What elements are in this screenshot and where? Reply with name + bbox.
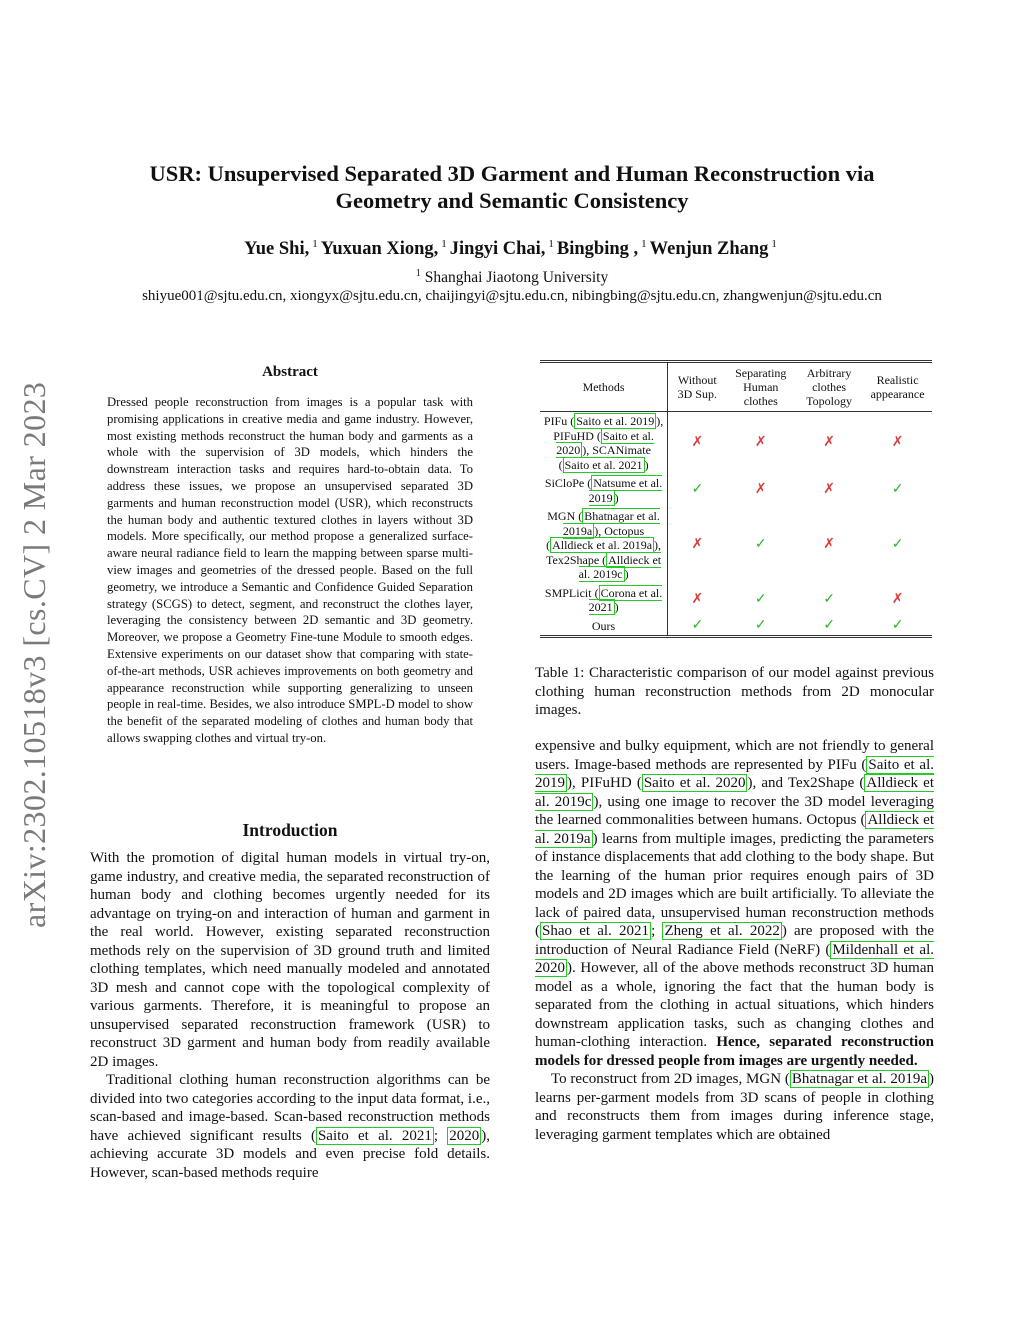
affiliation-name: Shanghai Jiaotong University — [424, 269, 609, 287]
cross-icon: ✗ — [891, 591, 904, 607]
abstract-heading: Abstract — [262, 364, 318, 380]
title-line-1: USR: Unsupervised Separated 3D Garment and Human Reconstruction via — [149, 161, 875, 186]
cross-icon: ✗ — [754, 434, 767, 450]
author-name: Wenjun Zhang — [649, 239, 769, 260]
method-name: ) — [614, 490, 619, 505]
body-text: ). However, all of the above methods reconstruct 3D human model as a whole, ignoring the fact that the human body is separated from the clothing in actual situations, which hinders downstream application tasks, such as changing clothes and human-clothing interaction. — [535, 960, 934, 1050]
right-column-body — [535, 737, 934, 1144]
citation-link[interactable]: Alldieck et al. 2019a — [535, 812, 934, 847]
body-paragraph-1 — [535, 737, 934, 1070]
emphasis-text: Hence, separated reconstruction models for dressed people from images are urgently needed. — [535, 1034, 935, 1069]
method-name: ) — [644, 457, 649, 472]
cross-icon: ✗ — [691, 591, 704, 607]
checkmark-icon: ✓ — [691, 617, 704, 633]
checkmark-icon: ✓ — [823, 617, 835, 633]
method-name: SMPLicit ( — [544, 585, 599, 600]
table-row — [540, 412, 932, 475]
author-list — [60, 238, 964, 260]
author-name: Yuxuan Xiong, — [320, 239, 439, 260]
header-methods: Methods — [540, 362, 668, 412]
method-name: ), PIFuHD ( — [553, 414, 664, 443]
title-line-2: Geometry and Semantic Consistency — [335, 188, 689, 213]
author-emails: shiyue001@sjtu.edu.cn, xiongyx@sjtu.edu.cn, chaijingyi@sjtu.edu.cn, nibingbing@sjtu.edu.cn, zhangwenjun@sjtu.edu.cn — [142, 288, 882, 304]
method-name: SiCloPe ( — [544, 476, 592, 490]
checkmark-icon: ✓ — [691, 482, 704, 498]
cross-icon: ✗ — [754, 482, 767, 498]
table-caption: Table 1: Characteristic comparison of our model against previous clothing human reconstruction methods from 2D monocular images. — [535, 665, 934, 718]
method-cell — [540, 584, 668, 617]
arxiv-identifier: arXiv:2302.10518v3 [cs.CV] 2 Mar 2023 — [16, 381, 52, 928]
citation-link[interactable]: Saito et al. 2019 — [535, 756, 934, 791]
citation-link[interactable]: 2020 — [449, 1127, 480, 1144]
method-name: ) — [614, 600, 619, 614]
citation-link[interactable]: Zheng et al. 2022 — [664, 923, 780, 939]
body-text: ), using one image to recover the 3D model leveraging the learned commonalities between humans. Octopus ( — [535, 793, 934, 828]
citation-link[interactable]: Alldieck et al. 2019c — [578, 552, 662, 581]
citation-link[interactable]: Alldieck et al. 2019c — [535, 775, 934, 810]
comparison-table — [540, 360, 932, 638]
checkmark-icon: ✓ — [754, 537, 767, 552]
cross-icon: ✗ — [823, 434, 835, 450]
body-text: To reconstruct from 2D images, MGN ( — [551, 1071, 790, 1087]
method-name: Ours — [591, 618, 616, 633]
affiliation — [60, 268, 964, 287]
checkmark-icon: ✓ — [754, 617, 767, 633]
body-text: expensive and bulky equipment, which are not friendly to general users. Image-based methods are represented by PIFu ( — [535, 738, 934, 773]
citation-link[interactable]: Bhatnagar et al. 2019a — [562, 509, 660, 538]
citation-link[interactable]: Mildenhall et al. 2020 — [535, 941, 934, 976]
citation-link[interactable]: Saito et al. 2019 — [576, 414, 655, 428]
author-affiliation-mark: 1 — [441, 238, 447, 250]
table-header-row — [540, 362, 932, 412]
method-cell — [540, 412, 668, 475]
checkmark-icon: ✓ — [891, 617, 904, 633]
table-row — [540, 584, 932, 617]
citation-link[interactable]: Corona et al. 2021 — [588, 585, 663, 614]
method-name: MGN ( — [547, 509, 583, 523]
header-without-3d-sup: Without 3D Sup. — [677, 373, 717, 401]
method-cell — [540, 507, 668, 584]
table-row — [540, 617, 932, 637]
method-name: ), Tex2Shape ( — [546, 538, 662, 567]
citation-link[interactable]: Alldieck et al. 2019a — [552, 538, 653, 552]
author-affiliation-mark: 1 — [641, 238, 647, 250]
table-row — [540, 507, 932, 584]
method-name: ), Octopus ( — [546, 523, 645, 552]
body-paragraph-2 — [535, 1070, 934, 1144]
introduction-heading: Introduction — [242, 820, 338, 840]
author-name: Yue Shi, — [244, 239, 310, 260]
citation-link[interactable]: Saito et al. 2020 — [556, 428, 654, 457]
introduction-body — [90, 849, 490, 1182]
table-row — [540, 474, 932, 507]
cross-icon: ✗ — [691, 537, 704, 552]
introduction-paragraph-2: Traditional clothing human reconstruction algorithms can be divided into two categories according to the input data format, i.e., scan-based and image-based. Scan-based reconstruction methods have achieved significant results ( Saito et al. 2021 ; 2020 ), achieving accurate 3D models and even precise fold details. However, scan-based methods require — [90, 1072, 490, 1181]
cross-icon: ✗ — [823, 482, 835, 498]
body-text: ) learns from multiple images, predicting the parameters of instance displacements that add clothing to the body shape. But the learning of the human prior requires enough pairs of 3D models and 2D images which are built artificially. To alleviate the lack of paired data, unsupervised human reconstruction methods ( — [535, 830, 934, 939]
citation-link[interactable]: Natsume et al. 2019 — [588, 476, 663, 505]
cross-icon: ✗ — [891, 434, 904, 450]
checkmark-icon: ✓ — [891, 537, 904, 552]
introduction-paragraph-1: With the promotion of digital human models in virtual try-on, game industry, and creative media, the separated reconstruction of human body and clothing becomes urgently needed for its advantage on trying-on and interaction of human and garment in the real world. However, existing separated reconstruction methods rely on the supervision of 3D ground truth and limited clothing templates, which need manually modeled and annotated 3D mesh and cannot cope with the topological complexity of various garments. Therefore, it is meaningful to propose an unsupervised separated reconstruction framework (USR) to reconstruct 3D garment and human body from readily available 2D images. — [90, 850, 490, 1070]
author-name: Jingyi Chai, — [449, 239, 546, 260]
author-affiliation-mark: 1 — [312, 238, 318, 250]
body-text: ) learns per-garment models from 3D scans of people in clothing and reconstructs them from images during inference stage, leveraging garment templates which are obtained — [535, 1071, 934, 1143]
author-affiliation-mark: 1 — [548, 238, 554, 250]
citation-link[interactable]: Shao et al. 2021 — [542, 923, 650, 939]
method-name: ) — [624, 567, 629, 581]
body-text: ), PIFuHD ( — [567, 775, 642, 791]
method-name: PIFu ( — [543, 414, 575, 428]
body-text: ; — [651, 923, 663, 939]
affiliation-mark: 1 — [415, 268, 421, 279]
citation-link[interactable]: Saito et al. 2021 — [564, 457, 643, 472]
method-name: ), SCANimate ( — [558, 443, 651, 472]
author-affiliation-mark: 1 — [771, 238, 777, 250]
cross-icon: ✗ — [823, 537, 835, 552]
abstract-body: Dressed people reconstruction from images is a popular task with promising applications in creative media and game industry. However, most existing methods reconstruct the human body and garments as a whole with the supervision of 3D models, which hinders the downstream interaction tasks and requires hard-to-obtain data. To address these issues, we propose an unsupervised separated 3D garments and human reconstruction model (USR), which reconstructs the human body and authentic textured clothes in layers without 3D models. More specifically, our method propose a generalized surface-aware neural radiance field to learn the mapping between sparse multi-view images and geometries of the dressed people. Based on the full geometry, we introduce a Semantic and Confidence Guided Separation strategy (SCGS) to detect, segment, and reconstruct the clothes layer, leveraging the consistency between 2D semantic and 3D geometry. Moreover, we propose a Geometry Fine-tune Module to smooth edges. Extensive experiments on our dataset show that comparing with state-of-the-art methods, USR achieves improvements on both geometry and appearance reconstruction while supporting generalizing to unseen people in real-time. Besides, we also introduce SMPL-D model to show the benefit of the separated modeling of clothes and human body that allows swapping clothes and virtual try-on. — [107, 395, 473, 745]
author-name: Bingbing , — [556, 239, 639, 260]
checkmark-icon: ✓ — [754, 591, 767, 607]
citation-link[interactable]: Bhatnagar et al. 2019a — [791, 1071, 927, 1087]
method-cell — [540, 474, 668, 507]
header-arbitrary-topology: Arbitrary clothes Topology — [806, 366, 852, 408]
method-cell — [540, 617, 668, 637]
checkmark-icon: ✓ — [891, 482, 904, 498]
header-realistic-appearance: Realistic appearance — [870, 373, 925, 401]
citation-link[interactable]: Saito et al. 2021 — [317, 1127, 432, 1144]
body-text: ), and Tex2Shape ( — [747, 775, 865, 791]
checkmark-icon: ✓ — [823, 591, 835, 607]
body-text: ) are proposed with the introduction of Neural Radiance Field (NeRF) ( — [535, 923, 934, 958]
cross-icon: ✗ — [691, 434, 704, 450]
header-separating: Separating Human clothes — [735, 366, 787, 408]
citation-link[interactable]: Saito et al. 2020 — [643, 775, 746, 791]
paper-title — [70, 160, 954, 214]
